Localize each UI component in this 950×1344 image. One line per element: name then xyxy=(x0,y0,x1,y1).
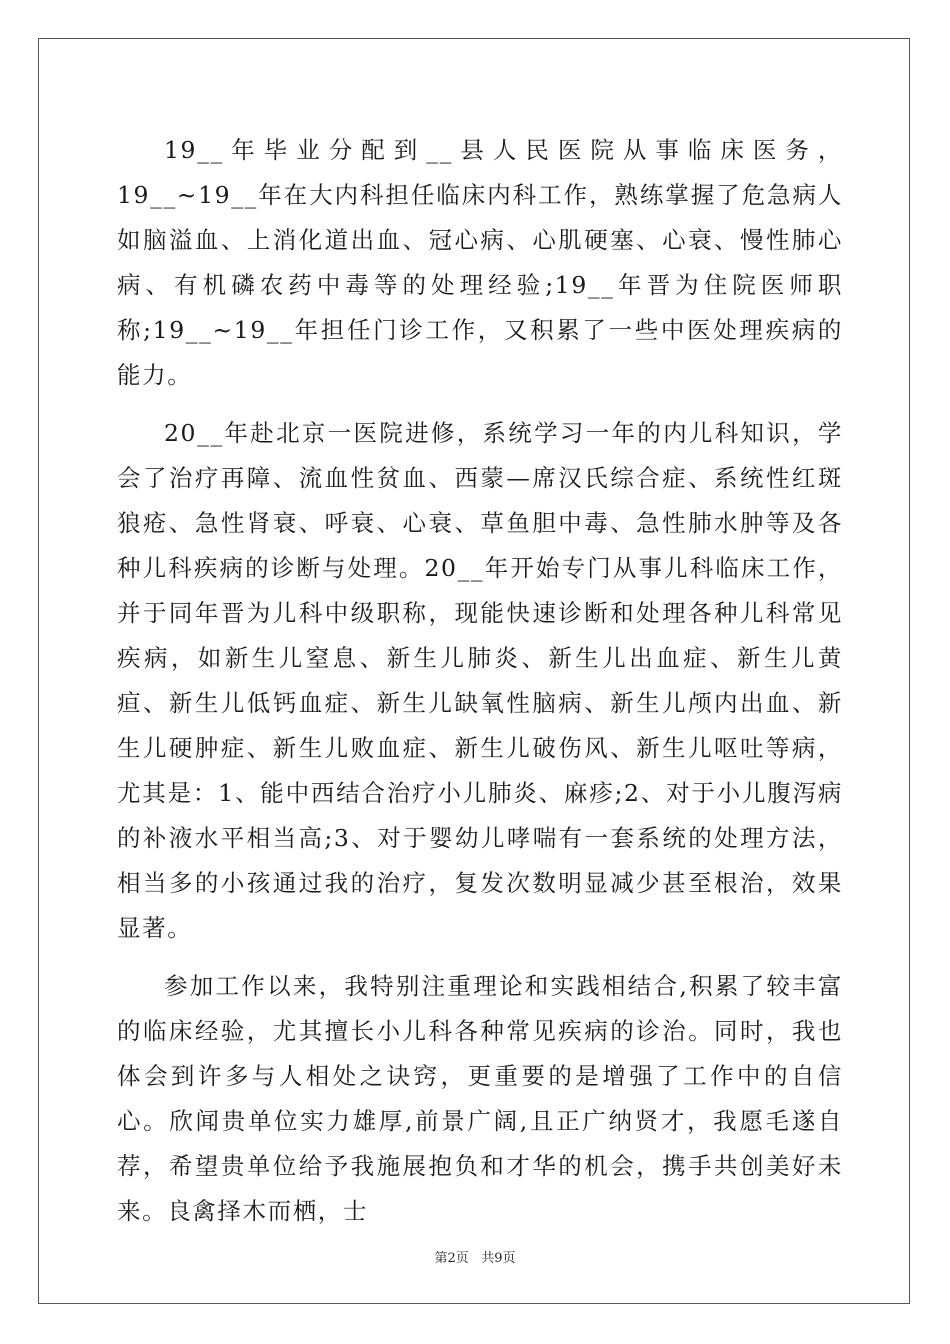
paragraph-3: 参加工作以来，我特别注重理论和实践相结合,积累了较丰富的临床经验，尤其擅长小儿科各种常见疾病的诊治。同时，我也体会到许多与人相处之诀窍，更重要的是增强了工作中的自信心。欣闻贵单位实力雄厚,前景广阔,且正广纳贤才，我愿毛遂自荐，希望贵单位给予我施展抱负和才华的机会，携手共创美好未来。良禽择木而栖，士 xyxy=(117,972,843,1225)
paragraph-1: 19__年毕业分配到__县人民医院从事临床医务，19__~19__年在大内科担任临床内科工作，熟练掌握了危急病人如脑溢血、上消化道出血、冠心病、心肌硬塞、心衰、慢性肺心病、有机磷农药中毒等的处理经验;19__年晋为住院医师职称;19__~19__年担任门诊工作，又积累了一些中医处理疾病的能力。 xyxy=(117,136,843,389)
page-footer xyxy=(0,1247,950,1266)
document-body xyxy=(117,128,843,1247)
paragraph-2: 20__年赴北京一医院进修，系统学习一年的内儿科知识，学会了治疗再障、流血性贫血、西蒙—席汉氏综合症、系统性红斑狼疮、急性肾衰、呼衰、心衰、草鱼胆中毒、急性肺水肿等及各种儿科疾病的诊断与处理。20__年开始专门从事儿科临床工作，并于同年晋为儿科中级职称，现能快速诊断和处理各种儿科常见疾病，如新生儿窒息、新生儿肺炎、新生儿出血症、新生儿黄疸、新生儿低钙血症、新生儿缺氧性脑病、新生儿颅内出血、新生儿硬肿症、新生儿败血症、新生儿破伤风、新生儿呕吐等病，尤其是：1、能中西结合治疗小儿肺炎、麻疹;2、对于小儿腹泻病的补液水平相当高;3、对于婴幼儿哮喘有一套系统的处理方法，相当多的小孩通过我的治疗，复发次数明显减少甚至根治，效果显著。 xyxy=(117,419,843,942)
page-total: 共9页 xyxy=(481,1251,516,1266)
page-number: 第2页 xyxy=(434,1251,469,1266)
